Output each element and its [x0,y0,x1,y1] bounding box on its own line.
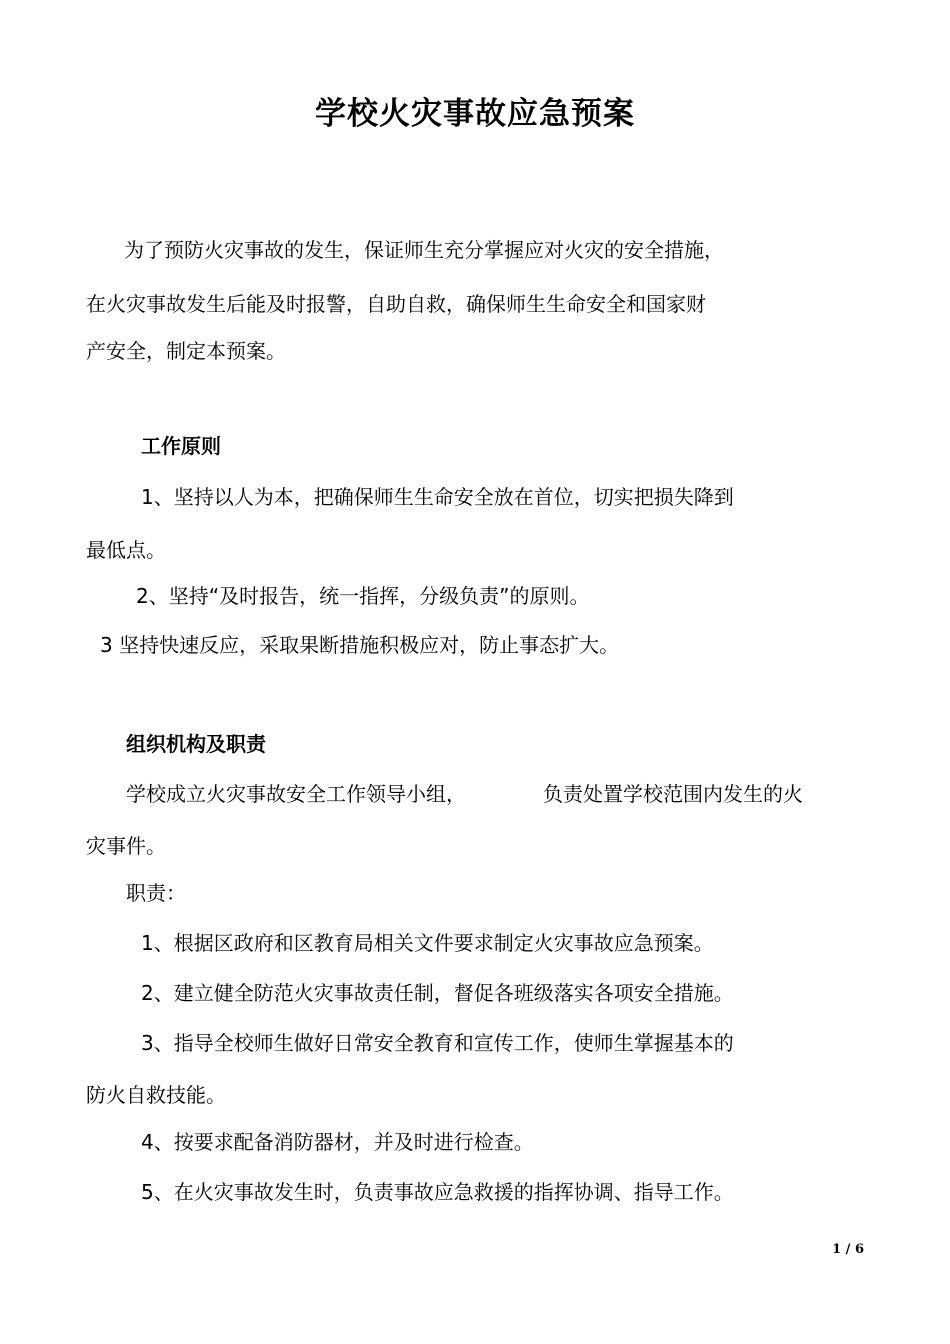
duty-item-5: 5、在火灾事故发生时，负责事故应急救援的指挥协调、指导工作。 [141,1180,734,1204]
duty-item-1: 1、根据区政府和区教育局相关文件要求制定火灾事故应急预案。 [141,931,714,955]
organization-intro-line-2: 灾事件。 [86,834,166,858]
duties-label: 职责： [126,881,186,905]
intro-line-2: 在火灾事故发生后能及时报警，自助自救，确保师生生命安全和国家财 [86,292,706,316]
organization-heading: 组织机构及职责 [126,732,266,756]
duty-item-3: 3、指导全校师生做好日常安全教育和宣传工作，使师生掌握基本的 [141,1031,734,1055]
page-number: 1 / 6 [832,1242,864,1257]
duty-item-2: 2、建立健全防范火灾事故责任制，督促各班级落实各项安全措施。 [141,981,734,1005]
duty-item-3-continued: 防火自救技能。 [86,1083,226,1107]
principles-heading: 工作原则 [141,434,221,458]
intro-line-3: 产安全，制定本预案。 [86,339,286,363]
organization-intro-part-1: 学校成立火灾事故安全工作领导小组， [126,782,466,806]
principle-item-1: 1、坚持以人为本，把确保师生生命安全放在首位，切实把损失降到 [141,485,734,509]
principle-item-1-continued: 最低点。 [86,538,166,562]
intro-line-1: 为了预防火灾事故的发生，保证师生充分掌握应对火灾的安全措施， [124,238,724,262]
organization-intro-part-2: 负责处置学校范围内发生的火 [543,782,803,806]
principle-item-2: 2、坚持“及时报告，统一指挥，分级负责”的原则。 [136,584,590,608]
duty-item-4: 4、按要求配备消防器材，并及时进行检查。 [141,1130,534,1154]
document-title: 学校火灾事故应急预案 [315,96,635,132]
principle-item-3: 3 坚持快速反应，采取果断措施积极应对，防止事态扩大。 [100,633,620,657]
